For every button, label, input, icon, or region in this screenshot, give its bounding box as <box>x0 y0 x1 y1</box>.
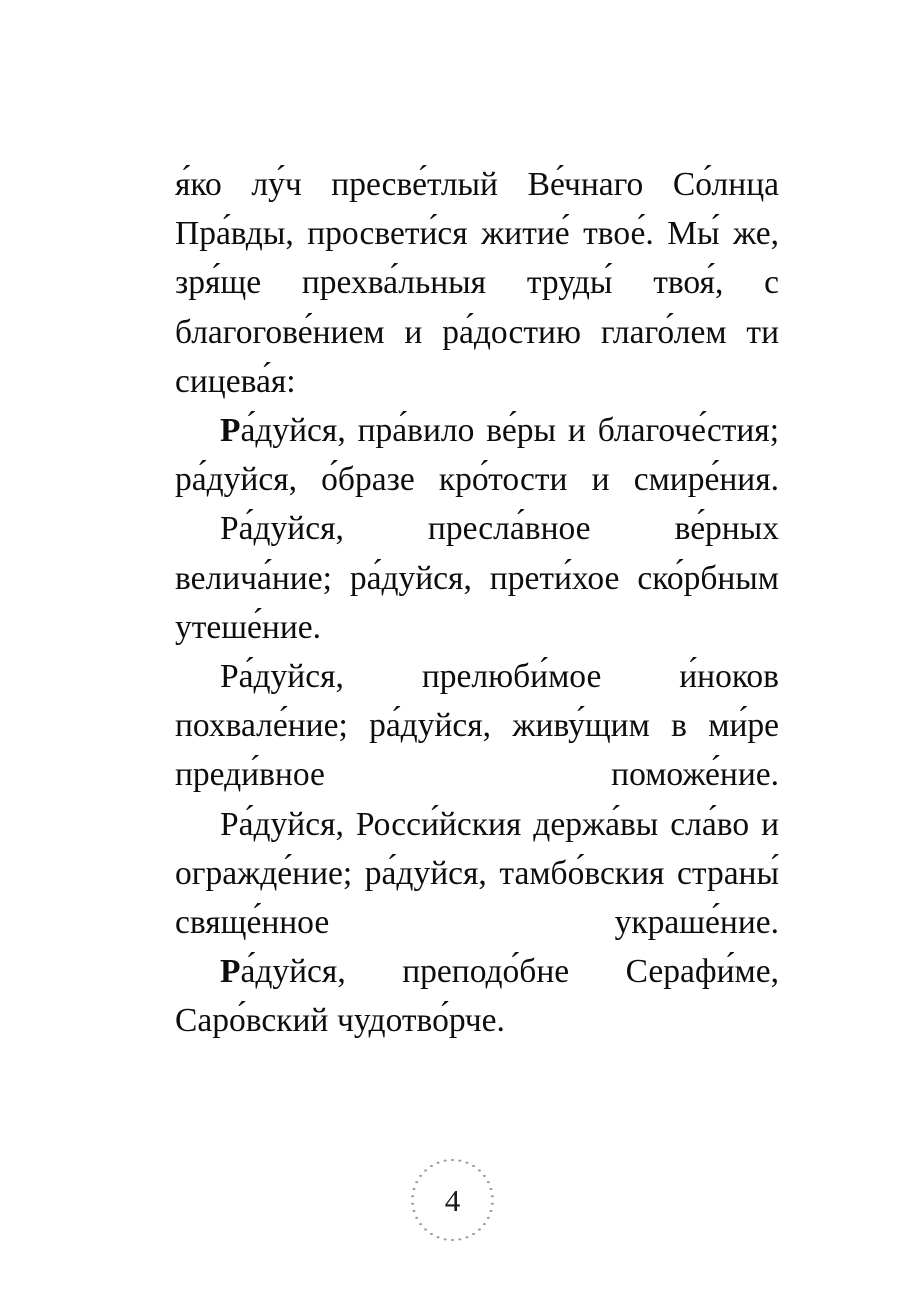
ornament-dot <box>478 1169 481 1172</box>
text-column <box>175 160 779 1046</box>
ornament-dot <box>430 1165 433 1168</box>
ornament-dot <box>451 1159 454 1162</box>
paragraph-invocation-5 <box>175 947 779 1045</box>
paragraph-invocation-3 <box>175 652 779 800</box>
ornament-dot <box>430 1233 433 1236</box>
dotted-circle-ornament-icon <box>407 1154 499 1246</box>
ornament-dot <box>487 1181 490 1184</box>
paragraph-invocation-4 <box>175 800 779 948</box>
paragraph-body-5: а́дуйся, преподо́бне Серафи́ме, Саро́вский чудотво́рче. <box>175 953 779 1040</box>
paragraph-body-1: а́дуйся, пра́вило ве́ры и благоче́стия; ра́дуйся, о́бразе кро́тости и смире́ния. <box>175 412 779 499</box>
paragraph-continuation: я́ко лу́ч пресве́тлый Ве́чнаго Со́лнца Пра́вды, просвети́ся житие́ твое́. Мы́ же, зря́ще прехва́льныя труды́ твоя́, с благогове́нием и ра́достию глаго́лем ти сицева́я: <box>175 166 779 400</box>
paragraph-initial-3: Р <box>220 658 239 696</box>
ornament-dot <box>413 1188 416 1191</box>
page-number: 4 <box>444 1182 461 1218</box>
ornament-dot <box>459 1238 462 1241</box>
paragraph-initial-1: Р <box>220 412 241 450</box>
ornament-dot <box>444 1238 447 1241</box>
ornament-dot <box>411 1195 414 1198</box>
paragraph-initial-4: Р <box>220 805 239 843</box>
ornament-dot <box>483 1223 486 1226</box>
ornament-dot <box>451 1239 454 1242</box>
ornament-dot <box>491 1202 494 1205</box>
ornament-dot <box>490 1210 493 1213</box>
ornament-dot <box>487 1217 490 1220</box>
ornament-dot <box>444 1159 447 1162</box>
ornament-dot <box>466 1236 469 1239</box>
ornament-dot <box>411 1202 414 1205</box>
folio <box>0 1154 905 1246</box>
ornament-dot <box>419 1175 422 1178</box>
ornament-dot <box>491 1195 494 1198</box>
ornament-dot <box>437 1236 440 1239</box>
ornament-dot <box>419 1223 422 1226</box>
ornament-dot <box>424 1169 427 1172</box>
ornament-dot <box>415 1181 418 1184</box>
paragraph-initial-5: Р <box>220 953 241 991</box>
ornament-dot <box>413 1210 416 1213</box>
ornament-dot <box>478 1228 481 1231</box>
paragraph-body-3: а́дуйся, прелюби́мое и́ноков похвале́ние; ра́дуйся, живу́щим в ми́ре преди́вное поможе́ние. <box>175 658 779 794</box>
paragraph-body-2: а́дуйся, пресла́вное ве́рных велича́ние; ра́дуйся, прети́хое ско́рбным утеше́ние. <box>175 510 779 646</box>
ornament-dot <box>483 1175 486 1178</box>
ornament-dot <box>490 1188 493 1191</box>
ornament-dot <box>424 1228 427 1231</box>
ornament-dot <box>459 1159 462 1162</box>
ornament-dot <box>466 1161 469 1164</box>
ornament-dot <box>472 1233 475 1236</box>
paragraph-initial-2: Р <box>220 510 239 548</box>
ornament-dot <box>437 1161 440 1164</box>
paragraph-invocation-1 <box>175 406 779 504</box>
paragraph-invocation-2 <box>175 504 779 652</box>
ornament-dot <box>415 1217 418 1220</box>
paragraph-body-4: а́дуйся, Росси́йския держа́вы сла́во и огражде́ние; ра́дуйся, тамбо́вския страны́ свяще́нное украше́ние. <box>175 805 779 942</box>
ornament-dot <box>472 1165 475 1168</box>
